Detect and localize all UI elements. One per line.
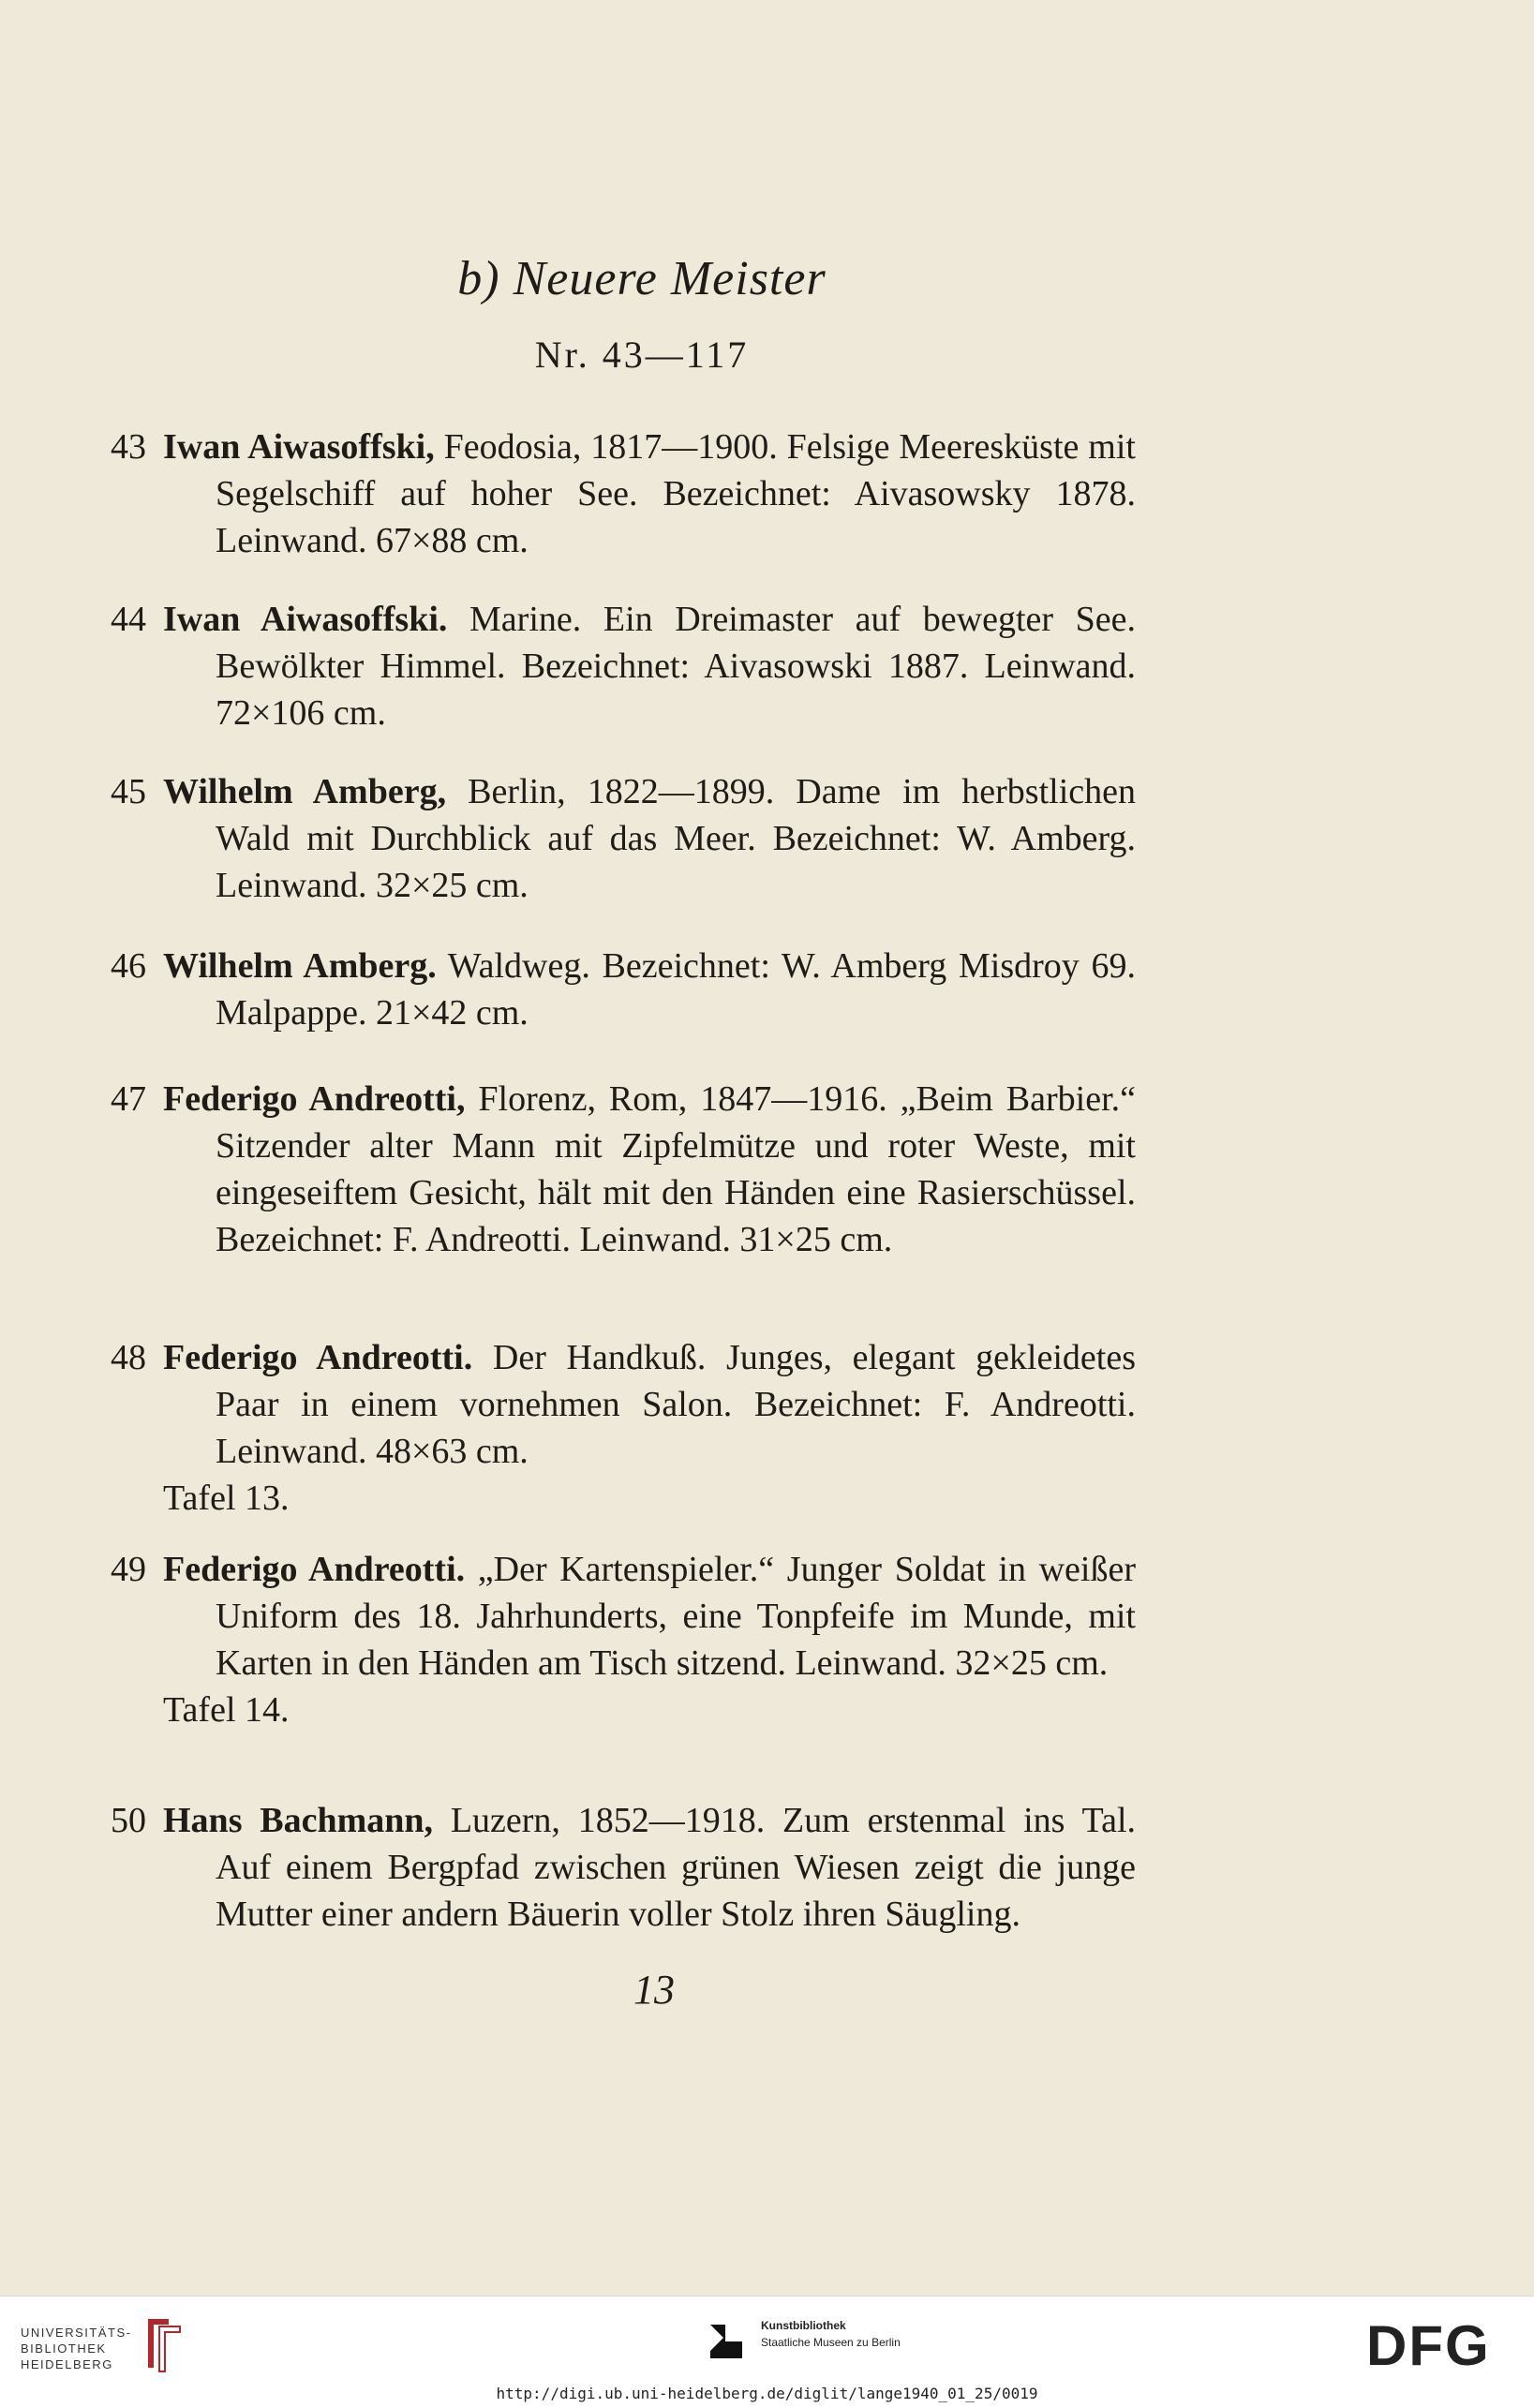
kunstbibliothek-label: Kunstbibliothek Staatliche Museen zu Berlin	[761, 2319, 901, 2349]
entry-number: 50	[111, 1801, 146, 1840]
university-library-label: UNIVERSITÄTS- BIBLIOTHEK HEIDELBERG	[21, 2326, 132, 2371]
page-number: 13	[633, 1967, 675, 2013]
entry-number: 46	[111, 946, 146, 986]
catalog-entry	[111, 1334, 1136, 1522]
entry-artist: Wilhelm Amberg,	[163, 772, 447, 811]
catalog-entry	[111, 1076, 1136, 1263]
entry-artist: Wilhelm Amberg.	[163, 946, 437, 986]
catalog-entry	[111, 596, 1136, 736]
section-range: Nr. 43—117	[534, 334, 750, 376]
catalog-entry	[111, 1797, 1136, 1938]
entry-text: Feodosia, 1817—1900. Felsige Meeresküste mit Segelschiff auf hoher See. Bezeichnet: Aivasowsky 1878. Leinwand. 67×88 cm.	[216, 427, 1136, 560]
entry-text: Marine. Ein Dreimaster auf bewegter See. Bewölkter Himmel. Bezeichnet: Aivasowski 1887. Leinwand. 72×106 cm.	[216, 600, 1137, 733]
kunstbibliothek-logo-icon	[701, 2315, 752, 2366]
entry-artist: Iwan Aiwasoffski.	[163, 600, 448, 639]
entry-plate-ref: Tafel 13.	[163, 1479, 290, 1518]
dfg-logo: DFG	[1366, 2314, 1491, 2377]
entry-number: 48	[111, 1338, 146, 1377]
entry-number: 49	[111, 1550, 146, 1589]
entry-text: Der Handkuß. Junges, elegant gekleidetes Paar in einem vornehmen Salon. Bezeichnet: F. Andreotti. Leinwand. 48×63 cm.	[216, 1338, 1136, 1471]
entry-plate-ref: Tafel 14.	[163, 1690, 290, 1730]
entry-text: „Der Kartenspieler.“ Junger Soldat in weißer Uniform des 18. Jahrhunderts, eine Tonpfeife im Munde, mit Karten in den Händen am Tisch sitzend. Leinwand. 32×25 cm.	[216, 1550, 1136, 1683]
source-url[interactable]: http://digi.ub.uni-heidelberg.de/diglit/lange1940_01_25/0019	[496, 2385, 1038, 2402]
entry-artist: Federigo Andreotti.	[163, 1338, 473, 1377]
entry-number: 43	[111, 427, 146, 467]
entry-text: Florenz, Rom, 1847—1916. „Beim Barbier.“ Sitzender alter Mann mit Zipfelmütze und roter Weste, mit eingeseiftem Gesicht, hält mit den Händen eine Rasierschüssel. Bezeichnet: F. Andreotti. Leinwand. 31×25 cm.	[216, 1079, 1137, 1259]
catalog-entry	[111, 943, 1136, 1036]
entry-artist: Federigo Andreotti,	[163, 1079, 466, 1119]
entry-artist: Federigo Andreotti.	[163, 1550, 466, 1589]
entry-text: Berlin, 1822—1899. Dame im herbstlichen Wald mit Durchblick auf das Meer. Bezeichnet: W. Amberg. Leinwand. 32×25 cm.	[216, 772, 1137, 905]
entry-text: Luzern, 1852—1918. Zum erstenmal ins Tal. Auf einem Bergpfad zwischen grünen Wiesen zeigt die junge Mutter einer andern Bäuerin voller Stolz ihren Säugling.	[216, 1801, 1136, 1934]
section-title: b) Neuere Meister	[457, 252, 827, 305]
entry-number: 47	[111, 1079, 146, 1119]
entry-artist: Hans Bachmann,	[163, 1801, 434, 1840]
catalog-entry	[111, 424, 1136, 564]
entry-number: 45	[111, 772, 146, 811]
university-logo-icon	[141, 2313, 187, 2375]
entry-artist: Iwan Aiwasoffski,	[163, 427, 435, 467]
footer-bar	[0, 2296, 1534, 2408]
entry-number: 44	[111, 600, 146, 639]
catalog-entry	[111, 768, 1136, 909]
entry-text: Waldweg. Bezeichnet: W. Amberg Misdroy 69. Malpappe. 21×42 cm.	[216, 946, 1136, 1033]
catalog-entry	[111, 1546, 1136, 1733]
